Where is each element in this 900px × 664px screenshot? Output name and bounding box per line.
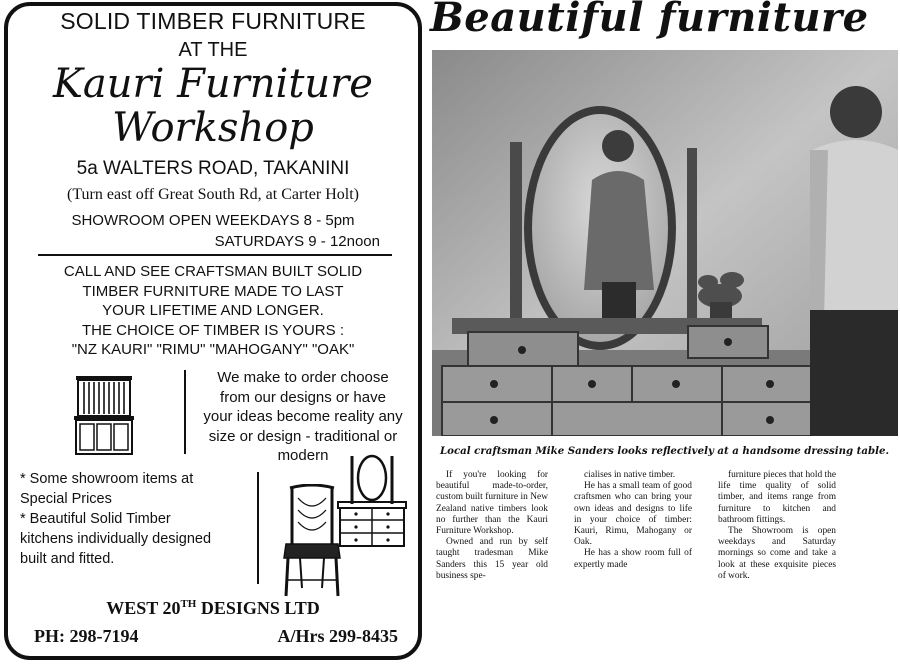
article-paragraph: If you're looking for beautiful made-to-order, custom built furniture in New Zealand native timbers look no further than the Kauri Furniture Workshop. xyxy=(436,470,548,537)
article-photo xyxy=(432,50,898,436)
advert-heading-line1: SOLID TIMBER FURNITURE xyxy=(60,8,366,34)
bullet-line: * Some showroom items at xyxy=(20,471,194,487)
article-column-3 xyxy=(718,470,836,582)
order-line: modern xyxy=(277,447,329,464)
article-column-2 xyxy=(574,470,692,571)
advert-heading-line2: AT THE xyxy=(178,39,248,61)
after-hours-number: A/Hrs 299-8435 xyxy=(277,626,398,646)
business-name-line1: Kauri Furniture xyxy=(53,61,373,107)
order-line: size or design - traditional or xyxy=(208,427,398,445)
article-column-1 xyxy=(436,470,548,582)
advert-box xyxy=(4,2,422,660)
photo-caption: Local craftsman Mike Sanders looks reflectively at a handsome dressing table. xyxy=(440,445,890,457)
article-paragraph: He has a show room full of expertly made xyxy=(574,548,692,570)
bullet-line: * Beautiful Solid Timber xyxy=(20,511,171,527)
order-line: from our designs or have xyxy=(220,388,386,406)
advert-vertical-divider xyxy=(184,370,186,454)
bullet-line: built and fitted. xyxy=(20,551,115,567)
dressing-table-illustration xyxy=(334,450,410,550)
pitch-line: CALL AND SEE CRAFTSMAN BUILT SOLID xyxy=(63,263,363,280)
dresser-illustration xyxy=(72,372,136,458)
pitch-line: "NZ KAURI" "RIMU" "MAHOGANY" "OAK" xyxy=(71,341,355,358)
advert-bullets xyxy=(20,469,256,569)
order-line: your ideas become reality any xyxy=(203,408,403,425)
advert-pitch xyxy=(8,262,418,360)
article-paragraph: cialises in native timber. xyxy=(584,470,676,480)
company-prefix: WEST 20 xyxy=(106,598,181,618)
advert-directions: (Turn east off Great South Rd, at Carter Holt) xyxy=(67,186,359,203)
business-name-line2: Workshop xyxy=(112,105,314,151)
company-suffix: DESIGNS LTD xyxy=(196,598,320,618)
pitch-line: YOUR LIFETIME AND LONGER. xyxy=(102,302,324,319)
advert-divider xyxy=(38,254,392,256)
advert-hours-weekdays: SHOWROOM OPEN WEEKDAYS 8 - 5pm xyxy=(71,212,355,229)
article-paragraph: He has a small team of good craftsmen who can bring your own ideas and designs to life in your choice of timber: Kauri, Rimu, Mahogany or Oak. xyxy=(574,481,692,548)
advert-hours-saturday: SATURDAYS 9 - 12noon xyxy=(214,233,380,250)
article-headline: Beautiful furniture xyxy=(430,0,869,41)
pitch-line: TIMBER FURNITURE MADE TO LAST xyxy=(82,282,344,300)
bullet-line: kitchens individually designed xyxy=(20,531,212,547)
company-name xyxy=(8,598,418,619)
company-superscript: TH xyxy=(180,598,197,610)
bullet-line: Special Prices xyxy=(20,491,112,507)
phone-number: PH: 298-7194 xyxy=(34,626,139,646)
article-paragraph: furniture pieces that hold the life time quality of solid timber, and items range from furniture to kitchen and bathroom fittings. xyxy=(718,470,836,525)
article-paragraph: The Showroom is open weekdays and Saturday mornings so come and take a look at these exquisite pieces of work. xyxy=(718,526,836,581)
advert-address: 5a WALTERS ROAD, TAKANINI xyxy=(76,158,350,179)
chair-illustration xyxy=(282,484,342,600)
article-paragraph: Owned and run by self taught tradesman Mike Sanders this 15 year old business spe- xyxy=(436,537,548,581)
advert-vertical-divider-2 xyxy=(257,472,259,584)
order-line: We make to order choose xyxy=(217,369,389,386)
pitch-line: THE CHOICE OF TIMBER IS YOURS : xyxy=(82,321,344,339)
